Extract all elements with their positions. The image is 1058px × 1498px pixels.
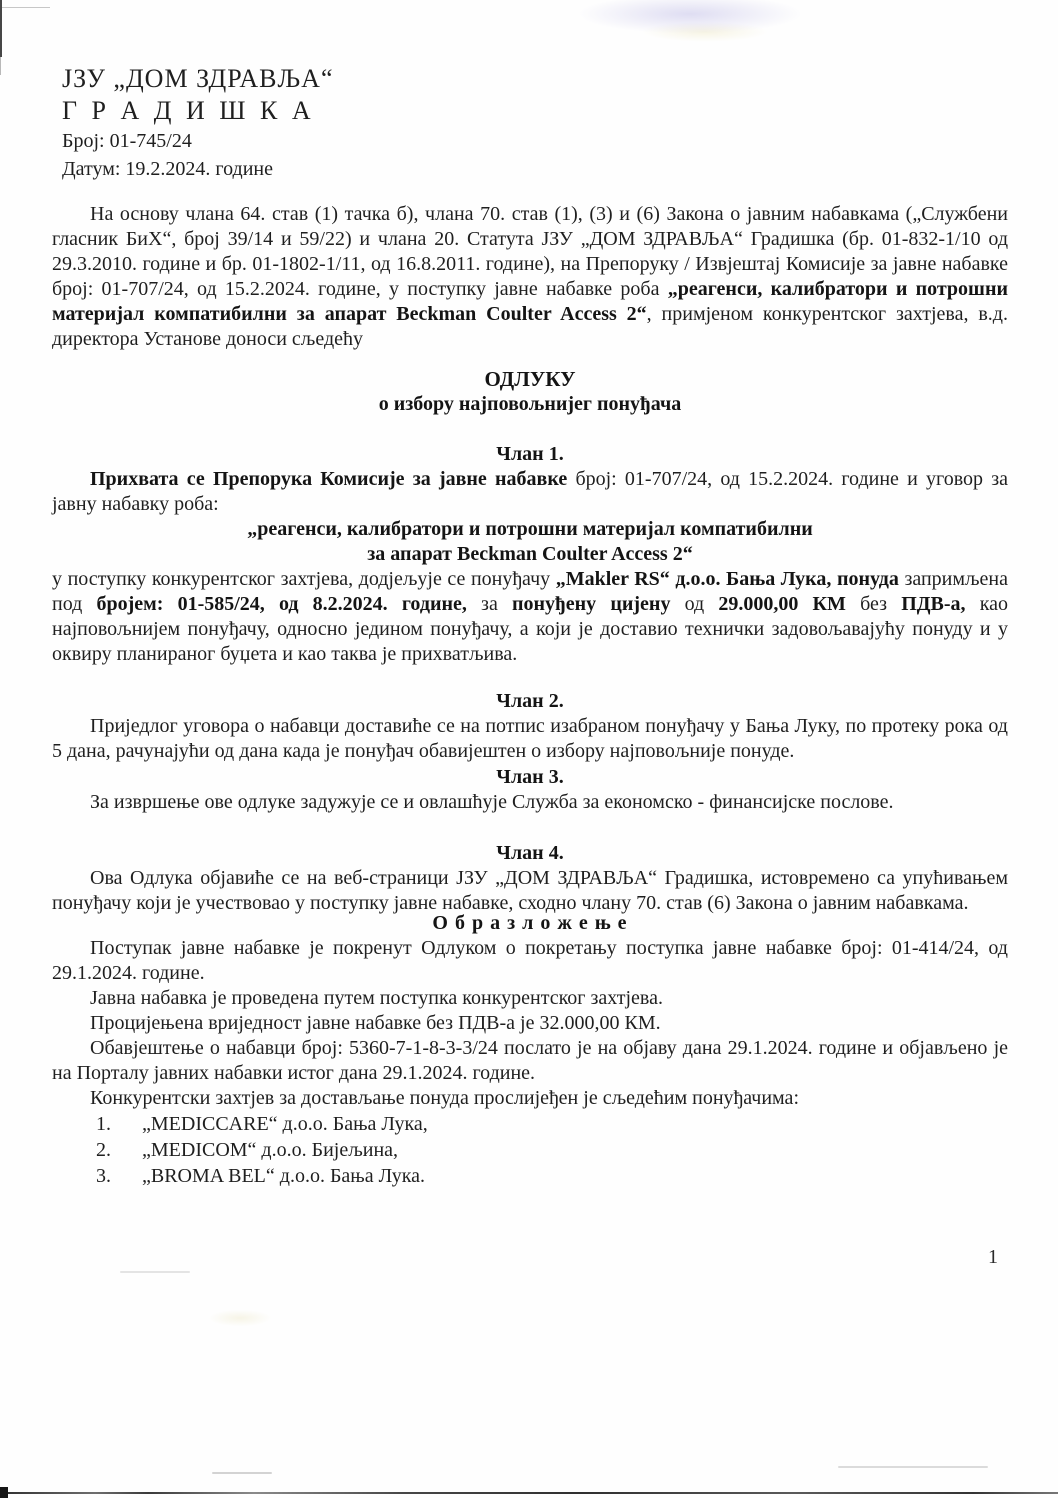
text-segment: Прихвата се Препорука Комисије за јавне набавке [90,468,576,490]
article-4-paragraph: Ова Одлука објавиће се на веб-страници ЈЗУ „ДОМ ЗДРАВЉА“ Градишка, истовремено са упућивањем понуђачу који је учествовао у поступку јавне набавке, сходно члану 70. став (6) Закона о јавним набавкама. [52,867,1008,914]
document-date: Датум: 19.2.2024. године [62,158,274,180]
bidder-number: 3. [96,1165,111,1187]
text-segment: 29.000,00 КМ [718,593,846,615]
text-segment: као најповољнијем понуђачу, односно једином понуђачу, а који је доставио технички задовољавајућу понуду и у оквиру планираног буџета и као таква је прихватљива. [52,593,1008,665]
rationale-paragraph-4: Обавјештење о набавци број: 5360-7-1-8-3-3/24 послато је на објаву дана 29.1.2024. године и објављено је на Порталу јавних набавки истог дана 29.1.2024. године. [52,1037,1008,1084]
text-segment: , примјеном конкурентског захтјева, в.д. директора Установе доноси сљедећу [52,303,1008,350]
text-segment: за [466,593,512,615]
article-4-heading: Члан 4. [496,842,564,864]
document-number: Број: 01-745/24 [62,130,192,152]
decision-title: ОДЛУКУ [484,367,576,391]
text-segment: запримљена под [52,568,1009,615]
rationale-paragraph-3: Процијењена вриједност јавне набавке без ПДВ-а је 32.000,00 КМ. [90,1012,661,1034]
article-2-paragraph: Приједлог уговора о набавци доставиће се на потпис изабраном понуђачу у Бања Луку, по протеку рока од 5 дана, рачунајући од дана када је понуђач обавијештен о избору најповољније понуде. [52,715,1008,762]
list-item [52,1163,1008,1189]
document-header [62,62,1008,183]
bidder-name: „BROMA BEL“ д.о.о. Бања Лука. [142,1165,426,1187]
article-1-paragraph-1 [52,467,1008,517]
rationale-paragraph-5: Конкурентски захтјев за достављање понуда прослијеђен је сљедећим понуђачима: [90,1087,799,1109]
list-item [52,1111,1008,1137]
bidder-name: „MEDICOM“ д.о.о. Бијељина, [142,1139,399,1161]
institution-name: ЈЗУ „ДОМ ЗДРАВЉА“ [62,64,334,93]
article-3-paragraph: За извршење ове одлуке задужује се и овлашћује Служба за економско - финансијске послове. [90,791,894,813]
bidder-number: 1. [96,1113,111,1135]
text-segment: понуђену цијену [511,593,671,615]
article-1-paragraph-2 [52,567,1008,667]
list-item [52,1137,1008,1163]
article-1-subject-line-1: „реагенси, калибратори и потрошни материјал компатибилни [247,518,813,540]
bidder-number: 2. [96,1139,111,1161]
institution-city: Г Р А Д И Ш К А [62,96,315,125]
text-segment: број: 01-707/24, од 15.2.2024. године и уговор за јавну набавку роба: [52,468,1009,515]
text-segment: На основу члана 64. став (1) тачка б), члана 70. став (1), (3) и (6) Закона о јавним набавкама („Службени гласник БиХ“, број 39/14 и 59/22) и члана 20. Статута ЈЗУ „ДОМ ЗДРАВЉА“ Градишка (бр. 01-832-1/10 од 29.3.2010. године и бр. 01-1802-1/11, од 16.8.2011. године), на Препоруку / Извјештај Комисије за јавне набавке број: 01-707/24, од 15.2.2024. године, у поступку јавне набавке роба [52,203,1008,300]
text-segment: у поступку конкурентског захтјева, додјељује се понуђачу [52,568,556,590]
bidder-name: „MEDICCARE“ д.о.о. Бања Лука, [142,1113,428,1135]
page-number: 1 [988,1246,998,1268]
text-segment: „Makler RS“ д.о.о. Бања Лука, понуда [555,568,899,590]
rationale-paragraph-2: Јавна набавка је проведена путем поступка конкурентског захтјева. [90,987,663,1009]
text-segment: без [845,593,902,615]
decision-subtitle: о избору најповољнијег понуђача [378,393,682,415]
article-2-heading: Члан 2. [496,690,564,712]
article-1-subject-line-2: за апарат Beckman Coulter Access 2“ [367,543,693,565]
rationale-heading: О б р а з л о ж е њ е [432,912,628,934]
rationale-paragraph-1: Поступак јавне набавке је покренут Одлуком о покретању поступка јавне набавке број: 01-414/24, од 29.1.2024. године. [52,937,1008,984]
text-segment: бројем: 01-585/24, од 8.2.2024. године, [96,593,467,615]
article-1-heading: Члан 1. [496,443,564,465]
text-segment: од [670,593,719,615]
text-segment: „реагенси, калибратори и потрошни материјал компатибилни за апарат Beckman Coulter Access 2“ [52,278,1008,325]
intro-paragraph [52,202,1008,352]
text-segment: ПДВ-а, [901,593,966,615]
bidder-list [52,1111,1008,1189]
article-3-heading: Члан 3. [496,766,564,788]
